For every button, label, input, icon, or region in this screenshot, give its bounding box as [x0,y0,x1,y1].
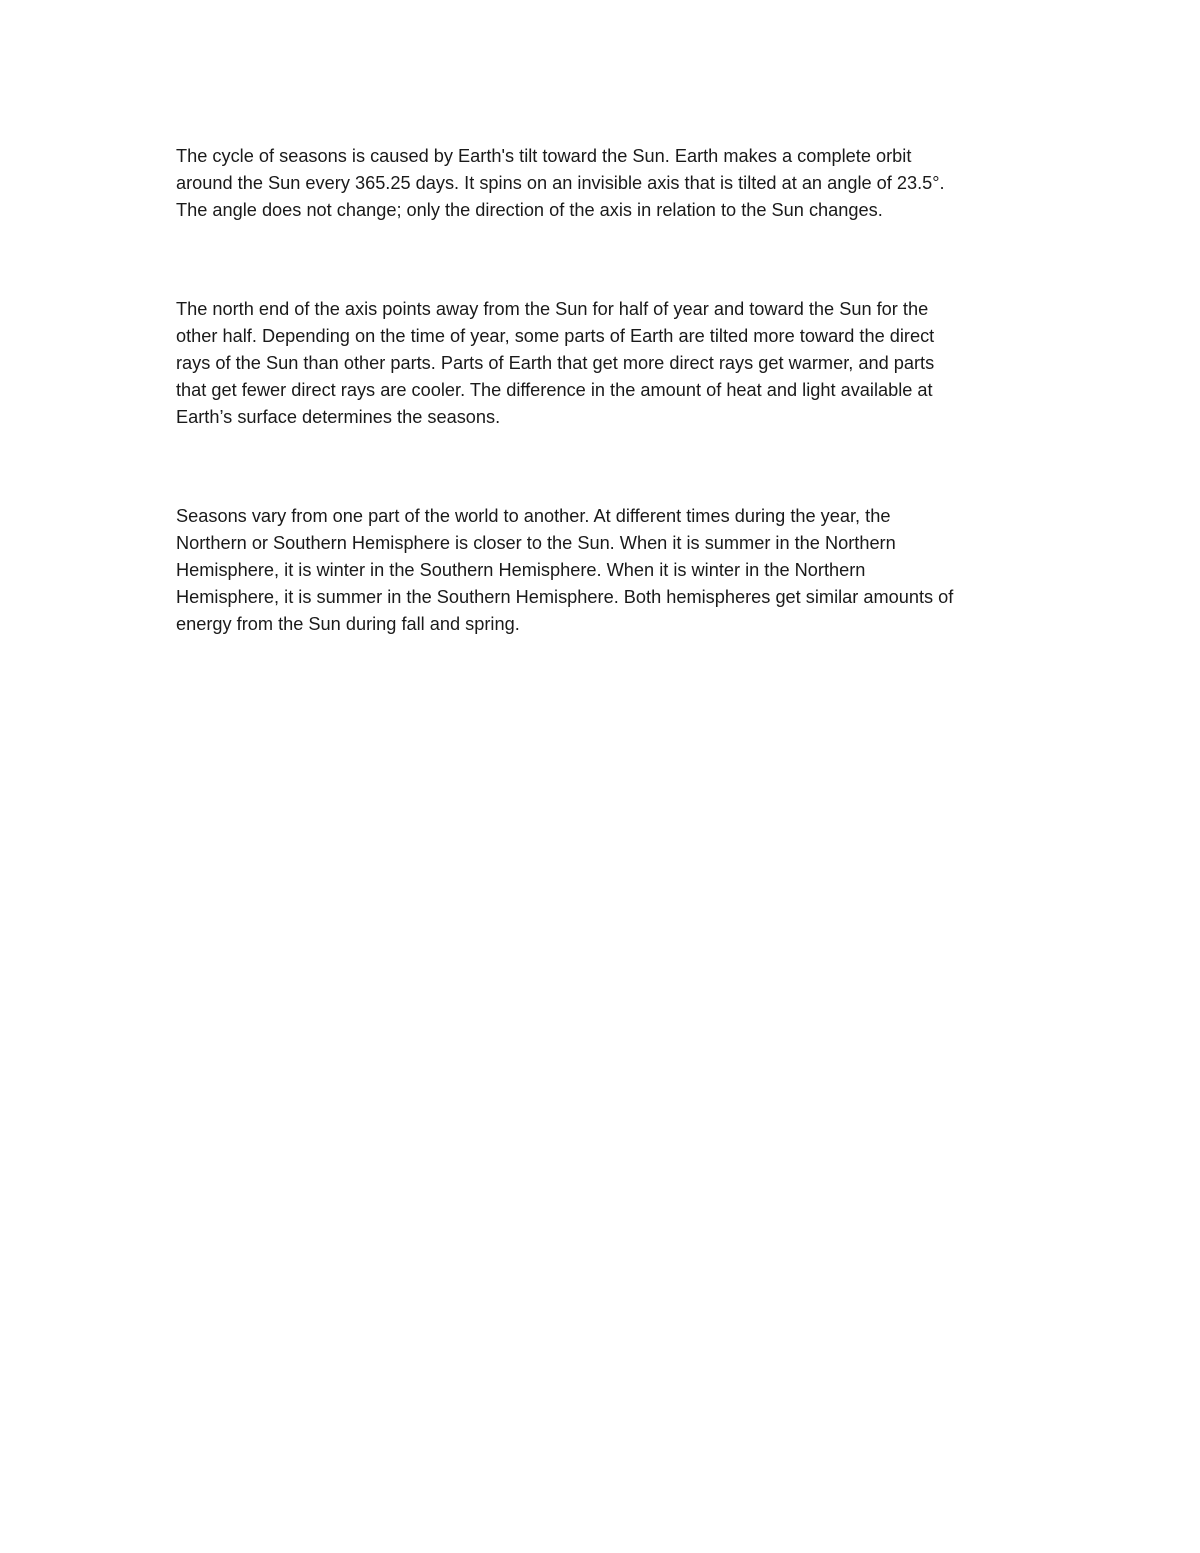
paragraph-1 [176,143,1036,224]
paragraph-2 [176,296,1036,431]
paragraph-line: The cycle of seasons is caused by Earth's tilt toward the Sun. Earth makes a complete orbit [176,146,912,166]
paragraph-line: Earth’s surface determines the seasons. [176,407,501,427]
paragraph-line: Hemisphere, it is winter in the Southern Hemisphere. When it is winter in the Northern [176,560,866,580]
paragraph-line: rays of the Sun than other parts. Parts of Earth that get more direct rays get warmer, and parts [176,353,935,373]
paragraph-line: around the Sun every 365.25 days. It spins on an invisible axis that is tilted at an angle of 23.5°. [176,173,945,193]
paragraph-line: energy from the Sun during fall and spring. [176,614,520,634]
paragraph-line: Seasons vary from one part of the world to another. At different times during the year, the [176,506,891,526]
paragraph-line: The angle does not change; only the direction of the axis in relation to the Sun changes. [176,200,883,220]
paragraph-line: The north end of the axis points away from the Sun for half of year and toward the Sun for the [176,299,929,319]
paragraph-line: that get fewer direct rays are cooler. The difference in the amount of heat and light available at [176,380,933,400]
paragraph-line: other half. Depending on the time of year, some parts of Earth are tilted more toward the direct [176,326,935,346]
document-body [176,143,1036,638]
paragraph-3 [176,503,1036,638]
paragraph-line: Hemisphere, it is summer in the Southern Hemisphere. Both hemispheres get similar amounts of [176,587,954,607]
paragraph-line: Northern or Southern Hemisphere is closer to the Sun. When it is summer in the Northern [176,533,896,553]
